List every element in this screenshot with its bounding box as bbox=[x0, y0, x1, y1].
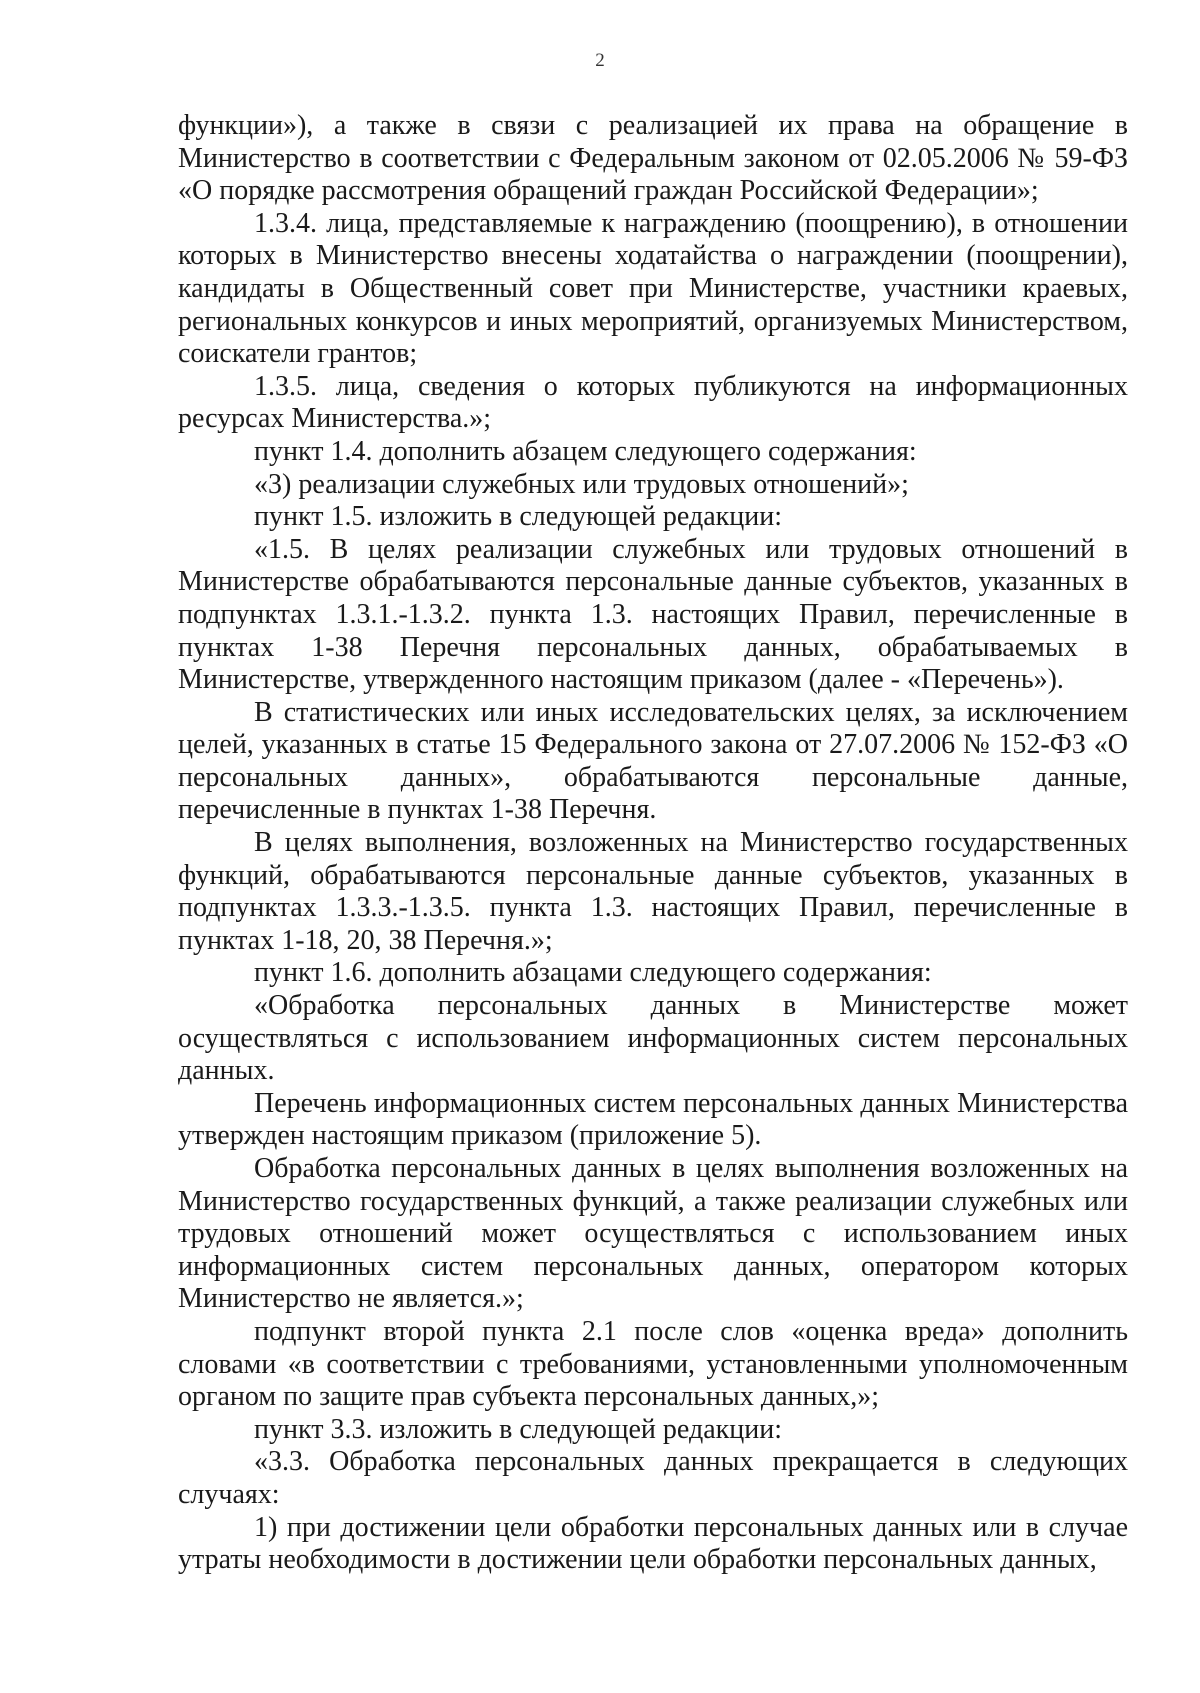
paragraph-12: Перечень информационных систем персональных данных Министерства утвержден настоящим приказом (приложение 5). bbox=[178, 1087, 1128, 1152]
paragraph-15: пункт 3.3. изложить в следующей редакции: bbox=[254, 1413, 782, 1445]
paragraph-16: «3.3. Обработка персональных данных прекращается в следующих случаях: bbox=[178, 1446, 1128, 1510]
paragraph-17: 1) при достижении цели обработки персональных данных или в случае утраты необходимости в достижении цели обработки персональных данных, bbox=[178, 1511, 1128, 1576]
paragraph-6: пункт 1.5. изложить в следующей редакции: bbox=[254, 501, 782, 533]
paragraph-2: 1.3.4. лица, представляемые к награждению (поощрению), в отношении которых в Министерство внесены ходатайства о награждении (поощрении), кандидаты в Общественный совет при Министерстве, участники краевых, региональных конкурсов и иных мероприятий, организуемых Министерством, соискатели грантов; bbox=[178, 207, 1128, 370]
paragraph-13: Обработка персональных данных в целях выполнения возложенных на Министерство государственных функций, а также реализации служебных или трудовых отношений может осуществляться с использованием иных информационных систем персональных данных, оператором которых Министерство не является.»; bbox=[178, 1153, 1128, 1315]
document-body bbox=[178, 110, 1128, 1577]
paragraph-3: 1.3.5. лица, сведения о которых публикуются на информационных ресурсах Министерства.»; bbox=[178, 370, 1128, 435]
paragraph-1: функции»), а также в связи с реализацией их права на обращение в Министерство в соответствии с Федеральным законом от 02.05.2006 № 59-ФЗ «О порядке рассмотрения обращений граждан Российской Федерации»; bbox=[178, 110, 1128, 207]
paragraph-8: В статистических или иных исследовательских целях, за исключением целей, указанных в статье 15 Федерального закона от 27.07.2006 № 152-ФЗ «О персональных данных», обрабатываются персональные данные, перечисленные в пунктах 1-38 Перечня. bbox=[178, 696, 1128, 826]
paragraph-14: подпункт второй пункта 2.1 после слов «оценка вреда» дополнить словами «в соответствии с требованиями, установленными уполномоченным органом по защите прав субъекта персональных данных,»; bbox=[178, 1315, 1128, 1413]
paragraph-10: пункт 1.6. дополнить абзацами следующего содержания: bbox=[254, 957, 932, 989]
paragraph-11: «Обработка персональных данных в Министерстве может осуществляться с использованием информационных систем персональных данных. bbox=[178, 990, 1128, 1087]
paragraph-7: «1.5. В целях реализации служебных или трудовых отношений в Министерстве обрабатываются персональные данные субъектов, указанных в подпунктах 1.3.1.-1.3.2. пункта 1.3. настоящих Правил, перечисленные в пунктах 1-38 Перечня персональных данных, обрабатываемых в Министерстве, утвержденного настоящим приказом (далее - «Перечень»). bbox=[178, 533, 1128, 696]
paragraph-4: пункт 1.4. дополнить абзацем следующего содержания: bbox=[254, 435, 917, 467]
page-number: 2 bbox=[595, 50, 605, 71]
paragraph-5: «3) реализации служебных или трудовых отношений»; bbox=[254, 468, 909, 500]
paragraph-9: В целях выполнения, возложенных на Министерство государственных функций, обрабатываются персональные данные субъектов, указанных в подпунктах 1.3.3.-1.3.5. пункта 1.3. настоящих Правил, перечисленные в пунктах 1-18, 20, 38 Перечня.»; bbox=[178, 827, 1128, 956]
